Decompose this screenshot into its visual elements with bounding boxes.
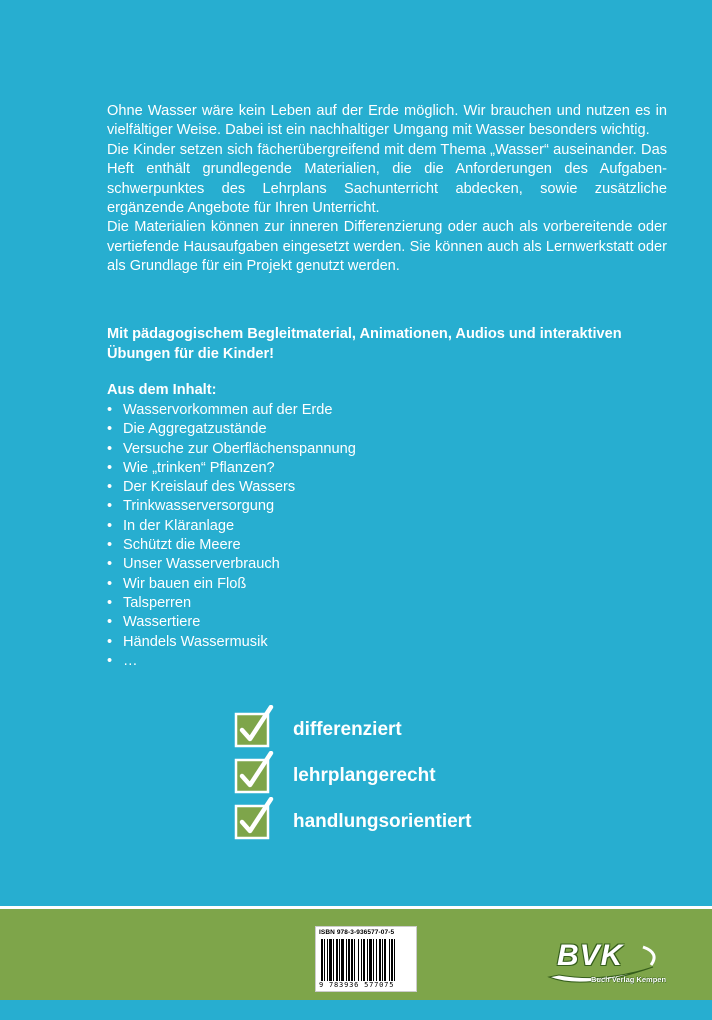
list-item: • Wasservorkommen auf der Erde — [107, 401, 356, 420]
barcode-bar — [346, 939, 347, 981]
highlight-text: Mit pädagogischem Begleitmaterial, Animationen, Audios und interaktiven Übungen für die Kinder! — [107, 326, 622, 362]
publisher-logo — [545, 939, 667, 989]
barcode-bar — [336, 939, 338, 981]
list-item: • Trinkwasserversorgung — [107, 497, 356, 516]
contents-list — [107, 401, 356, 671]
barcode-bar — [358, 939, 359, 981]
list-item: • Die Aggregatzustände — [107, 420, 356, 439]
list-item: • Versuche zur Oberflächenspannung — [107, 440, 356, 459]
barcode-bar — [373, 939, 374, 981]
feature-label: handlungsorientiert — [293, 811, 472, 832]
list-item: • Wie „trinken“ Pflanzen? — [107, 459, 356, 478]
intro-paragraph-2: Die Kinder setzen sich fächerübergreifend mit dem Thema „Wasser“ auseinander. Das Heft enthält grundlegende Materialien, die die Anforderungen des Aufgabenschwerpunktes des Lehrplans Sachunterricht abdecken, sowie zusätzliche ergänzende Angebote für Ihren Unterricht. — [107, 141, 667, 217]
ean-number: 9 783936 577075 — [319, 981, 395, 989]
barcode-bar — [363, 939, 365, 981]
barcode-bar — [367, 939, 368, 981]
list-item: • Talsperren — [107, 594, 356, 613]
logo-subtitle: Buch Verlag Kempen — [591, 975, 667, 984]
barcode-bar — [379, 939, 381, 981]
barcode-bar — [329, 939, 332, 981]
list-item: • Wassertiere — [107, 613, 356, 632]
checkbox-checked-icon — [233, 751, 277, 795]
barcode-bar — [333, 939, 334, 981]
checkbox-checked-icon — [233, 797, 277, 841]
barcode-bar — [361, 939, 362, 981]
intro-paragraph-3: Die Materialien können zur inneren Differenzierung oder auch als vorbereitende oder vertiefende Hausaufgaben eingesetzt werden. Sie können auch als Lernwerkstatt oder als Grundlage für ein Projekt genutzt werden. — [107, 219, 667, 275]
list-item: • … — [107, 652, 356, 671]
feature-label: differenziert — [293, 719, 402, 740]
barcode — [315, 926, 417, 992]
intro-text — [107, 102, 667, 277]
barcode-bar — [341, 939, 344, 981]
barcode-bar — [394, 939, 395, 981]
barcode-bar — [369, 939, 372, 981]
barcode-bar — [348, 939, 350, 981]
barcode-bar — [391, 939, 393, 981]
barcode-bar — [382, 939, 383, 981]
contents-heading: Aus dem Inhalt: — [107, 382, 217, 398]
barcode-bar — [376, 939, 377, 981]
list-item: • Schützt die Meere — [107, 536, 356, 555]
logo-text: BVK — [557, 939, 624, 972]
barcode-bar — [389, 939, 390, 981]
list-item: • Der Kreislauf des Wassers — [107, 478, 356, 497]
list-item: • Händels Wassermusik — [107, 633, 356, 652]
barcode-bar — [351, 939, 353, 981]
bottom-strip — [0, 1000, 712, 1020]
barcode-bar — [327, 939, 328, 981]
feature-label: lehrplangerecht — [293, 765, 436, 786]
list-item: • Wir bauen ein Floß — [107, 575, 356, 594]
list-item: • Unser Wasserverbrauch — [107, 555, 356, 574]
barcode-bar — [324, 939, 325, 981]
isbn-label: ISBN 978-3-936577-07-5 — [319, 929, 395, 936]
barcode-bars-icon — [320, 939, 412, 981]
footer-band — [0, 906, 712, 1003]
list-item: • In der Kläranlage — [107, 517, 356, 536]
checkbox-checked-icon — [233, 705, 277, 749]
intro-paragraph-1: Ohne Wasser wäre kein Leben auf der Erde möglich. Wir brauchen und nutzen es in vielfältiger Weise. Dabei ist ein nachhaltiger Umgang mit Wasser besonders wichtig. — [107, 103, 667, 139]
barcode-bar — [339, 939, 340, 981]
barcode-bar — [321, 939, 323, 981]
barcode-bar — [354, 939, 355, 981]
barcode-bar — [384, 939, 386, 981]
